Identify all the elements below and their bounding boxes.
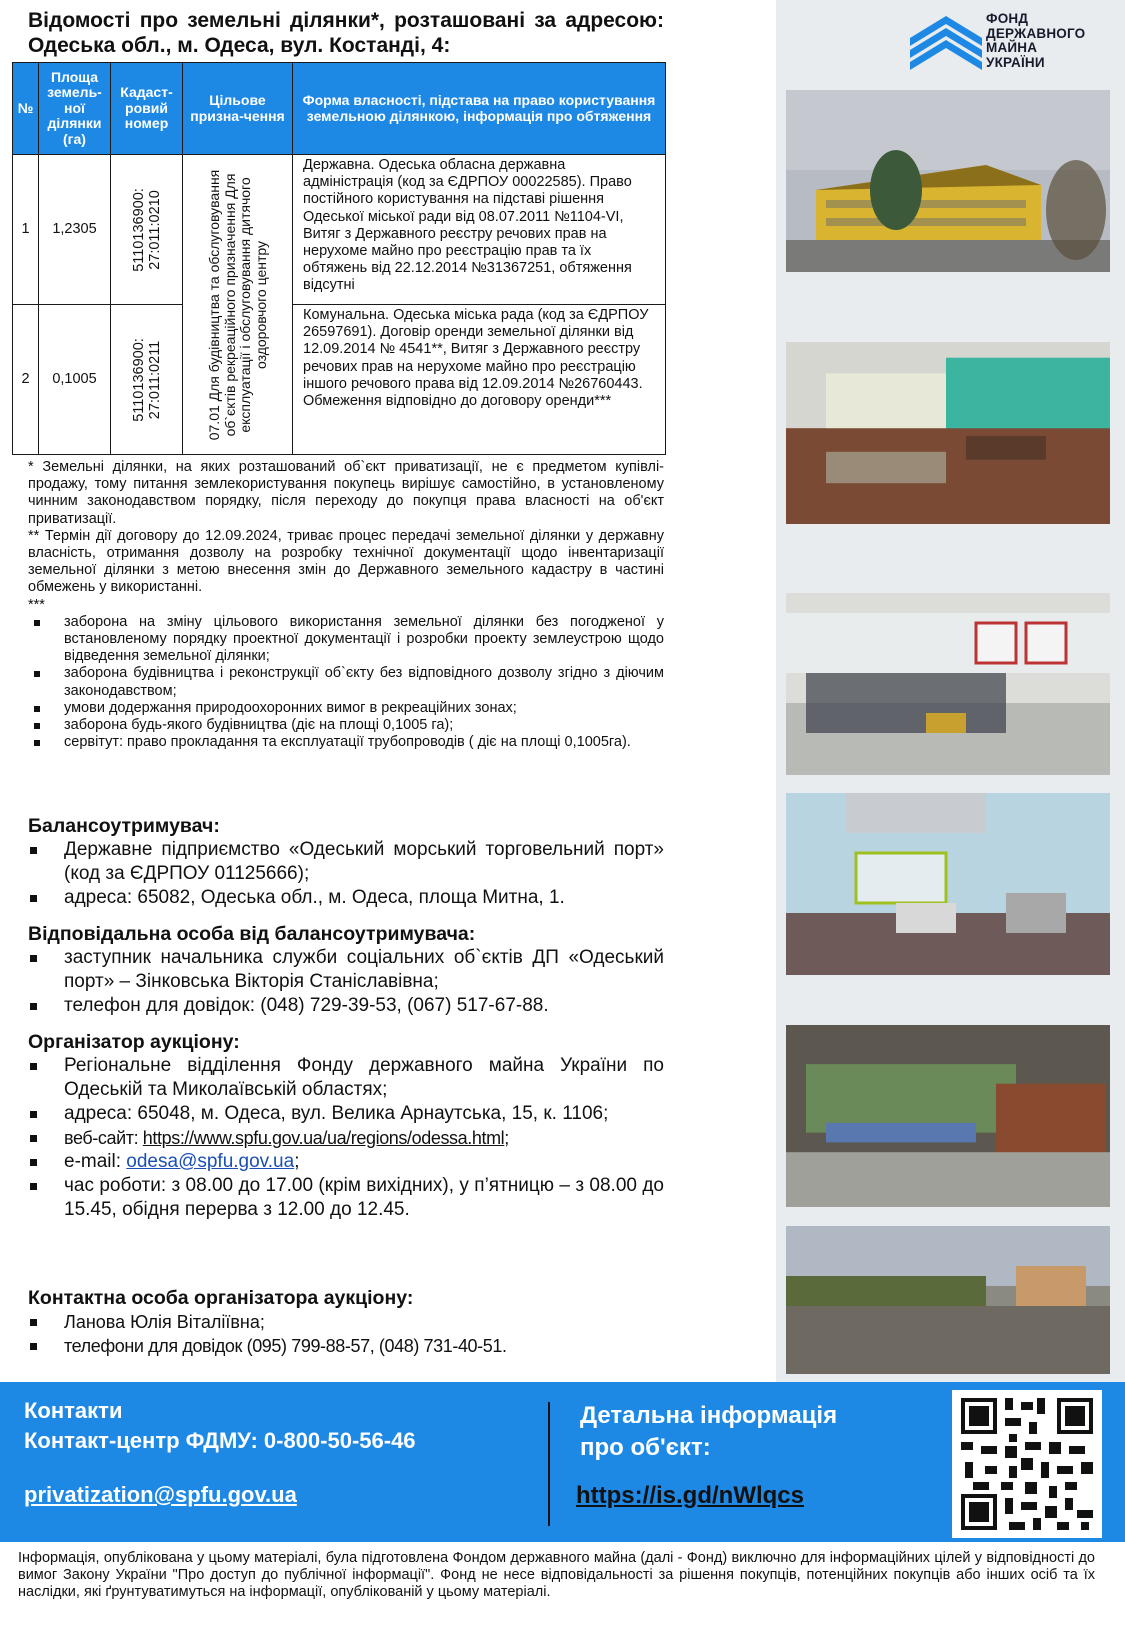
footnote-3-marker: ***	[28, 596, 45, 613]
balance-holder-section	[28, 814, 664, 910]
page-title: Відомості про земельні ділянки*, розташовані за адресою: Одеська обл., м. Одеса, вул. Костанді, 4:	[28, 9, 664, 57]
row-area: 0,1005	[39, 305, 111, 455]
section-title: Контактна особа організатора аукціону:	[28, 1287, 414, 1309]
row-ownership: Державна. Одеська обласна державна адміністрація (код за ЄДРПОУ 00022585). Право постійного користування на підставі рішення Одеської міської ради від 08.07.2011 №1104-VI, Витяг з Державного реєстру речових прав на нерухоме майно про реєстрацію прав та їх обтяжень від 22.12.2014 №31367251, обтяження відсутні	[293, 155, 666, 305]
footnote-2: ** Термін дії договору до 12.09.2024, триває процес передачі земельної ділянки у державну власність, отримання дозволу на розробку технічної документації щодо інвентаризації земельної ділянки з метою внесення змін до Державного земельного кадастру в частині обмежень у використанні.	[28, 527, 664, 596]
spfu-logo	[910, 10, 1110, 72]
list-item: заступник начальника служби соціальних об`єктів ДП «Одеський порт» – Зінковська Вікторія Станіславівна;	[28, 946, 664, 994]
roof-chevrons-icon	[910, 14, 986, 70]
table-header-row	[13, 63, 666, 155]
list-item: e-mail: odesa@spfu.gov.ua;	[28, 1150, 664, 1174]
row-area: 1,2305	[39, 155, 111, 305]
row-cadastral	[111, 305, 183, 455]
list-item: веб-сайт: https://www.spfu.gov.ua/ua/regions/odessa.html;	[28, 1126, 664, 1150]
responsible-person-section	[28, 922, 664, 1018]
row-num: 1	[13, 155, 39, 305]
photo-dining-hall	[786, 593, 1110, 775]
auction-organizer-section	[28, 1030, 664, 1222]
list-item: сервітут: право прокладання та експлуатації трубопроводів ( діє на площі 0,1005га).	[28, 734, 664, 751]
footnote-1: * Земельні ділянки, на яких розташований об`єкт приватизації, не є предметом купівлі-продажу, тому питання землекористування покупець вирішує самостійно, в установленому чинним законодавством порядку, після переходу до покупця права власності на об'єкт приватизації.	[28, 459, 664, 527]
list-item: адреса: 65048, м. Одеса, вул. Велика Арнаутська, 15, к. 1106;	[28, 1102, 664, 1126]
list-item: заборона на зміну цільового використання земельної ділянки без погодженої у встановленому порядку проектної документації і розробки проекту землеустрою щодо відведення земельної ділянки;	[28, 614, 664, 666]
section-title: Організатор аукціону:	[28, 1031, 240, 1053]
footer-detail-title: Детальна інформація про об'єкт:	[580, 1402, 838, 1461]
list-item: Регіональне відділення Фонду державного майна України по Одеській та Миколаївській областях;	[28, 1054, 664, 1102]
row-cadastral	[111, 155, 183, 305]
cadastral-number: 5110136900: 27:011:0210	[130, 187, 163, 272]
row-num: 2	[13, 305, 39, 455]
photo-kitchen	[786, 793, 1110, 975]
col-header-purpose: Цільове призна-чення	[183, 63, 293, 155]
col-header-cadastral: Кадаст-ровий номер	[111, 63, 183, 155]
list-item: час роботи: з 08.00 до 17.00 (крім вихідних), у п’ятницю – з 08.00 до 15.45, обідня перерва з 12.00 до 12.45.	[28, 1174, 664, 1222]
land-plots-table	[12, 62, 666, 455]
logo-wordmark: ФОНД ДЕРЖАВНОГО МАЙНА УКРАЇНИ	[986, 11, 1086, 70]
website-link[interactable]: https://www.spfu.gov.ua/ua/regions/odessa.html	[142, 1128, 505, 1148]
list-item: заборона будь-якого будівництва (діє на площі 0,1005 га);	[28, 717, 664, 734]
col-header-area: Площа земель-ної ділянки (га)	[39, 63, 111, 155]
qr-code[interactable]	[952, 1390, 1102, 1538]
table-row	[13, 305, 666, 455]
col-header-ownership: Форма власності, підстава на право користування земельною ділянкою, інформація про обтяження	[293, 63, 666, 155]
footer-detail-link[interactable]: https://is.gd/nWlqcs	[576, 1482, 804, 1509]
list-item: телефон для довідок: (048) 729-39-53, (067) 517-67-88.	[28, 994, 664, 1018]
cadastral-number: 5110136900: 27:011:0211	[130, 337, 163, 422]
section-title: Балансоутримувач:	[28, 815, 220, 837]
list-item: Ланова Юлія Віталіївна;	[28, 1310, 664, 1334]
section-title: Відповідальна особа від балансоутримувача:	[28, 923, 476, 945]
disclaimer: Інформація, опублікована у цьому матеріалі, була підготовлена Фондом державного майна (далі - Фонд) виключно для інформаційних цілей у відповідності до вимог Закону України "Про доступ до публічної інформації". Фонд не несе відповідальності за рішення покупців, потенційних покупців або інших осіб та їх наслідки, які ґрунтуватимуться на інформації, опублікованій у цьому матеріалі.	[0, 1542, 1125, 1625]
table-row	[13, 155, 666, 305]
footer-contacts: Контакти Контакт-центр ФДМУ: 0-800-50-56-46	[24, 1398, 416, 1453]
contact-person-section	[28, 1286, 664, 1358]
email-link[interactable]: odesa@spfu.gov.ua	[126, 1151, 295, 1172]
list-item: заборона будівництва і реконструкції об`єкту без відповідного дозволу згідно з діючим законодавством;	[28, 665, 664, 699]
photo-yard	[786, 1226, 1110, 1374]
footer-contacts-bar	[0, 1382, 1125, 1542]
purpose-text: 07.01 Для будівництва та обслуговування об`єктів рекреаційного призначення Для експлуатації і обслуговування дитячого оздоровчого центру	[205, 169, 268, 440]
photo-bedroom	[786, 342, 1110, 524]
list-item: адреса: 65082, Одеська обл., м. Одеса, площа Митна, 1.	[28, 886, 664, 910]
restrictions-list	[28, 614, 664, 752]
list-item: телефони для довідок (095) 799-88-57, (048) 731-40-51.	[28, 1334, 664, 1358]
footer-email-link[interactable]: privatization@spfu.gov.ua	[24, 1482, 297, 1507]
row-purpose	[183, 155, 293, 455]
photo-terrace	[786, 1025, 1110, 1207]
footer-divider	[548, 1402, 550, 1526]
col-header-num: №	[13, 63, 39, 155]
row-ownership: Комунальна. Одеська міська рада (код за ЄДРПОУ 26597691). Договір оренди земельної ділянки від 12.09.2014 № 4541**, Витяг з Державного реєстру речових прав на нерухоме майно про реєстрацію іншого речового права від 12.09.2014 №26760443. Обмеження відповідно до договору оренди***	[293, 305, 666, 455]
list-item: Державне підприємство «Одеський морський торговельний порт» (код за ЄДРПОУ 01125666);	[28, 838, 664, 886]
footnotes	[28, 459, 664, 751]
list-item: умови додержання природоохоронних вимог в рекреаційних зонах;	[28, 700, 664, 717]
photo-building-exterior	[786, 90, 1110, 272]
